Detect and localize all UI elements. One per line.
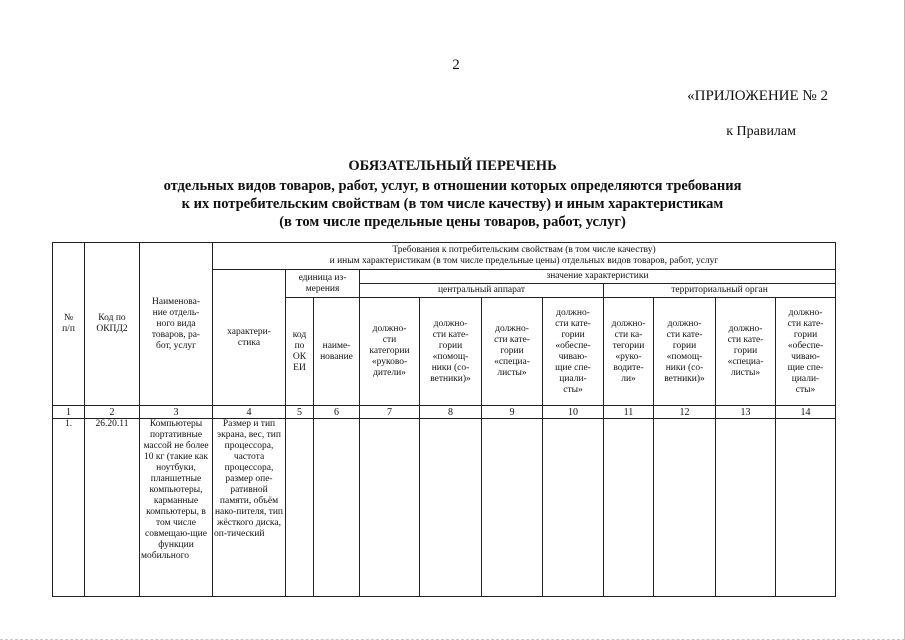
header-num: № п/п bbox=[53, 243, 85, 406]
column-number: 3 bbox=[140, 406, 213, 419]
table-row bbox=[53, 419, 836, 597]
rules-reference: к Правилам bbox=[726, 124, 796, 139]
column-number: 2 bbox=[85, 406, 140, 419]
column-number: 9 bbox=[482, 406, 543, 419]
row-central-heads-value bbox=[360, 419, 420, 597]
column-number: 8 bbox=[420, 406, 482, 419]
header-name: Наименова- ние отдель- ного вида товаров, ра- бот, услуг bbox=[140, 243, 213, 406]
header-unit-name: наиме- нование bbox=[314, 298, 360, 406]
header-central-heads: должно- сти категории «руково- дители» bbox=[360, 298, 420, 406]
header-requirements: Требования к потребительским свойствам (в том числе качеству) и иным характеристикам (в том числе предельные цены) отдельных видов товаров, работ, услуг bbox=[213, 243, 836, 270]
header-unit-code: код по ОК ЕИ bbox=[286, 298, 314, 406]
header-territorial: территориальный орган bbox=[604, 284, 836, 298]
page-number: 2 bbox=[452, 57, 460, 73]
header-row-requirements bbox=[53, 243, 836, 270]
column-number: 14 bbox=[776, 406, 836, 419]
requirements-table bbox=[52, 242, 836, 597]
header-central-assistants: должно- сти кате- гории «помощ- ники (со- ветники)» bbox=[420, 298, 482, 406]
document-subtitle-line-2: к их потребительским свойствам (в том числе качеству) и иным характеристикам bbox=[181, 196, 724, 212]
header-unit: единица из- мерения bbox=[286, 270, 360, 298]
row-central-assistants-value bbox=[420, 419, 482, 597]
column-number: 1 bbox=[53, 406, 85, 419]
document-subtitle-line-3: (в том числе предельные цены товаров, работ, услуг) bbox=[279, 214, 626, 230]
header-characteristic: характери- стика bbox=[213, 270, 286, 406]
row-num: 1. bbox=[53, 419, 85, 597]
header-central-support: должно- сти кате- гории «обеспе- чиваю- щие спе- циали- сты» bbox=[543, 298, 604, 406]
header-value: значение характеристики bbox=[360, 270, 836, 284]
row-okpd-code: 26.20.11 bbox=[85, 419, 140, 597]
row-territorial-support-value bbox=[776, 419, 836, 597]
column-number: 7 bbox=[360, 406, 420, 419]
row-central-specialists-value bbox=[482, 419, 543, 597]
column-number-row bbox=[53, 406, 836, 419]
document-title: ОБЯЗАТЕЛЬНЫЙ ПЕРЕЧЕНЬ bbox=[348, 158, 557, 174]
column-number: 10 bbox=[543, 406, 604, 419]
header-okpd: Код по ОКПД2 bbox=[85, 243, 140, 406]
header-central-specialists: должно- сти кате- гории «специа- листы» bbox=[482, 298, 543, 406]
header-territorial-support: должно- сти кате- гории «обеспе- чиваю- щие спе- циали- сты» bbox=[776, 298, 836, 406]
column-number: 13 bbox=[716, 406, 776, 419]
row-territorial-assistants-value bbox=[654, 419, 716, 597]
header-central: центральный аппарат bbox=[360, 284, 604, 298]
header-territorial-assistants: должно- сти кате- гории «помощ- ники (со- ветники)» bbox=[654, 298, 716, 406]
row-characteristic: Размер и тип экрана, вес, тип процессора, частота процессора, размер опе-ративной памяти, объём нако-пителя, тип жёсткого диска, оп-тический bbox=[213, 419, 286, 597]
row-unit-name bbox=[314, 419, 360, 597]
row-central-support-value bbox=[543, 419, 604, 597]
appendix-label: «ПРИЛОЖЕНИЕ № 2 bbox=[687, 88, 828, 104]
row-territorial-heads-value bbox=[604, 419, 654, 597]
column-number: 5 bbox=[286, 406, 314, 419]
document-subtitle-line-1: отдельных видов товаров, работ, услуг, в отношении которых определяются требования bbox=[163, 178, 742, 194]
row-product-name: Компьютеры портативные массой не более 10 кг (такие как ноутбуки, планшетные компьютеры, карманные компьютеры, в том числе совмещаю-щие функции мобильного bbox=[140, 419, 213, 597]
row-territorial-specialists-value bbox=[716, 419, 776, 597]
row-unit-code bbox=[286, 419, 314, 597]
column-number: 6 bbox=[314, 406, 360, 419]
column-number: 4 bbox=[213, 406, 286, 419]
header-territorial-specialists: должно- сти кате- гории «специа- листы» bbox=[716, 298, 776, 406]
header-territorial-heads: должно- сти ка- тегории «руко- водите- ли» bbox=[604, 298, 654, 406]
column-number: 11 bbox=[604, 406, 654, 419]
column-number: 12 bbox=[654, 406, 716, 419]
